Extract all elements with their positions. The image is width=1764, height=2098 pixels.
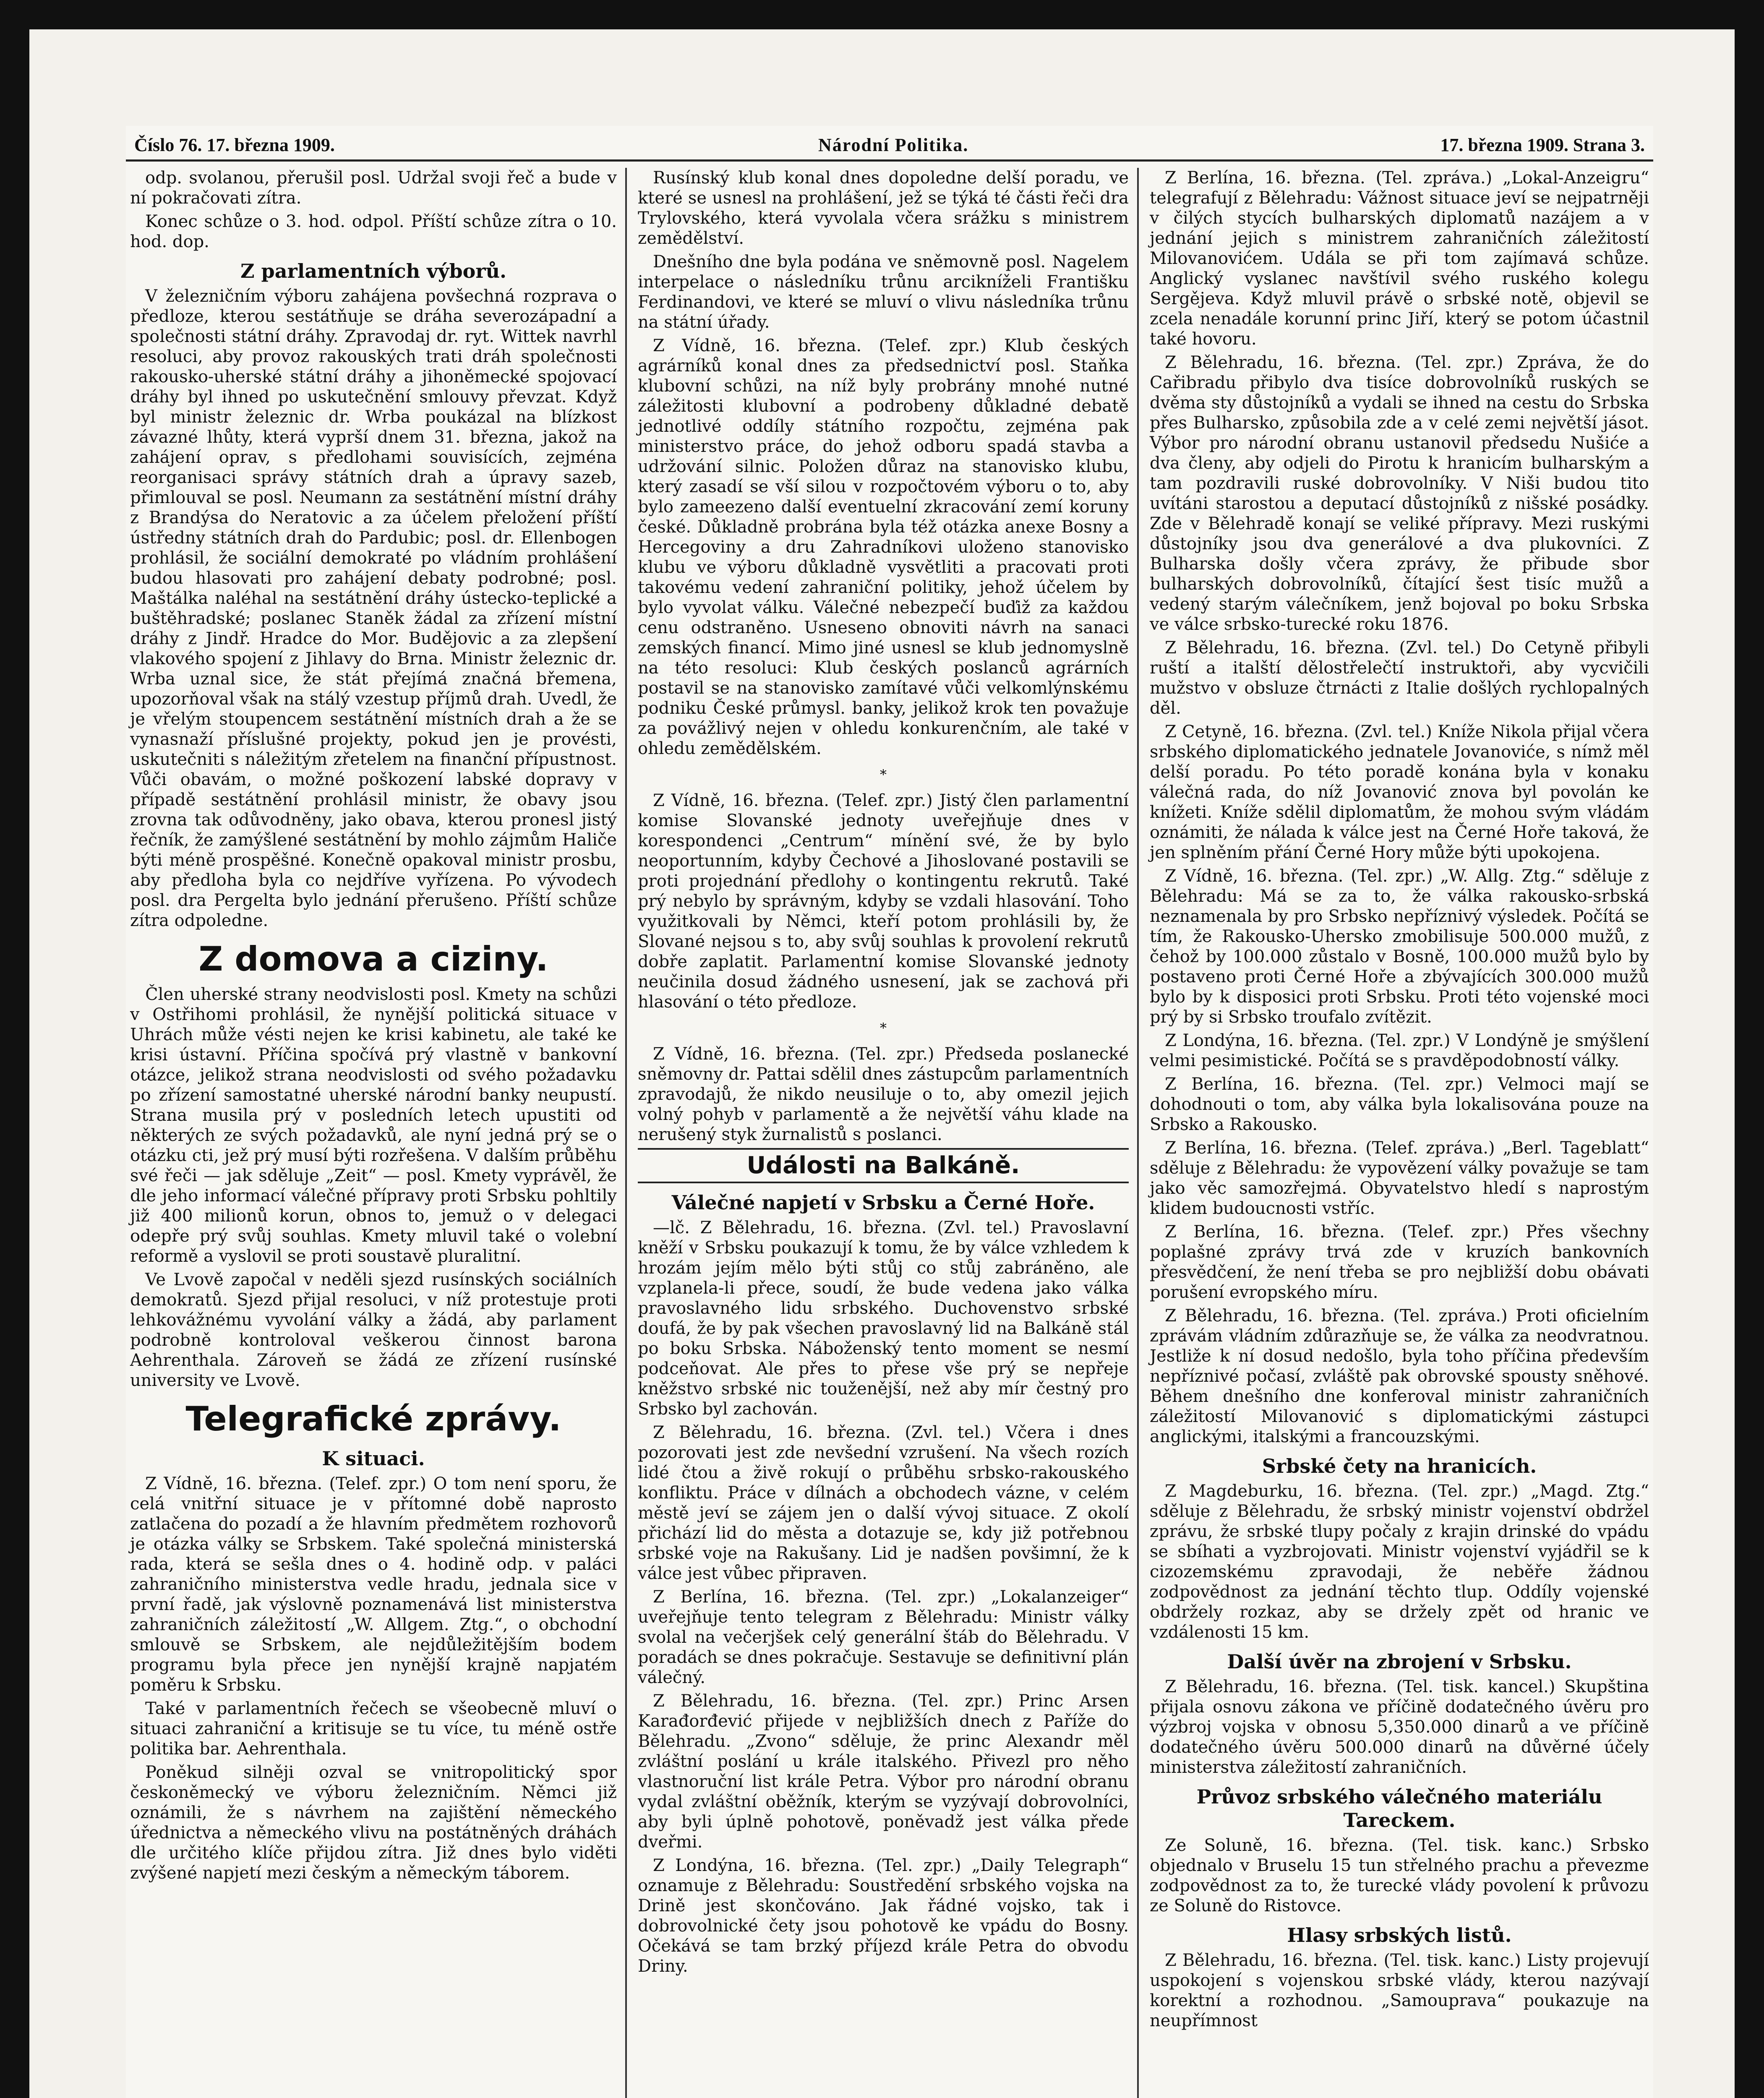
- article-paragraph: Z Vídně, 16. března. (Telef. zpr.) Jistý člen parlamentní komise Slovanské jednoty uveřejňuje dnes v korespondenci „Centrum“ mínění své, že by bylo neoportunním, kdyby Čechové a Jihoslované postavili se proti projednání předlohy o kontingentu rekrutů. Také prý nebylo by správným, kdyby se vzdali hlasování. Toho využitkovali by Němci, kteří potom prohlásili by, že Slované nejsou s to, aby svůj souhlas k provolení rekrutů dobře zaplatit. Parlamentní komise Slovanské jednoty neučinila dosud žádného usnesení, jak se zachová při hlasování o této předloze.: [638, 791, 1129, 1012]
- article-paragraph: Z Bělehradu, 16. března. (Tel. zpráva.) Proti oficielním zprávám vládním zdůrazňuje se, že válka za neodvratnou. Jestliže k ní dosud nedošlo, byla toho příčina především nepříznivé počasí, zvláště pak obrovské spousty sněhové. Během dnešního dne konferoval ministr zahraničních záležitostí Milovanović s diplomatickými zástupci anglickými, italskými a francouzskými.: [1150, 1306, 1649, 1446]
- section-heading: Srbské čety na hranicích.: [1262, 1455, 1537, 1477]
- article-paragraph: Z Berlína, 16. března. (Telef. zpráva.) „Berl. Tageblatt“ sděluje z Bělehradu: že vypovězení války považuje se tam jako věc samozřejmá. Obyvatelstvo hledí s naprostým klidem budoucnosti vstříc.: [1150, 1138, 1649, 1218]
- article-paragraph: Z Vídně, 16. března. (Tel. zpr.) Předseda poslanecké sněmovny dr. Pattai sdělil dnes zástupcům parlamentních zpravodajů, že nikdo neusiluje o to, aby omezil jejich volný pohyb v parlamentě a že největší váhu klade na nerušený styk žurnalistů s poslanci.: [638, 1044, 1129, 1144]
- separator-star: *: [880, 1020, 887, 1036]
- article-paragraph: Poněkud silněji ozval se vnitropolitický spor českoněmecký ve výboru železničním. Němci již oznámili, že s návrhem na zajištění německého úřednictva a německého vlivu na postátněných dráhách dle určitého klíče přijdou zítra. Již dnes bylo viděti zvýšené napjetí mezi českým a německým táborem.: [130, 1763, 617, 1883]
- column-3: [1150, 168, 1649, 2098]
- article-paragraph: Také v parlamentních řečech se všeobecně mluví o situaci zahraniční a kritisuje se tu více, tu méně ostře politika bar. Aehrenthala.: [130, 1699, 617, 1759]
- date-page: 17. března 1909. Strana 3.: [1440, 135, 1645, 155]
- subsection-heading: Válečné napjetí v Srbsku a Černé Hoře.: [671, 1191, 1095, 1214]
- scan-border-top: [0, 0, 1764, 29]
- article-paragraph: Z Bělehradu, 16. března. (Zvl. tel.) Do Cetyně přibyli ruští a italští dělostřelečtí instruktoři, aby vycvičili mužstvo v obsluze čtrnácti z Italie došlých rychlopalných děl.: [1150, 638, 1649, 718]
- scan-border-left: [0, 0, 29, 2098]
- subsection-heading: K situaci.: [322, 1447, 425, 1470]
- article-paragraph: Z Berlína, 16. března. (Tel. zpr.) Velmoci mají se dohodnouti o tom, aby válka byla lokalisována pouze na Srbsko a Rakousko.: [1150, 1075, 1649, 1134]
- article-paragraph: Z Bělehradu, 16. března. (Tel. tisk. kancel.) Skupština přijala osnovu zákona ve příčině dodatečného úvěru pro výzbroj vojska v obnosu 5,350.000 dinarů a ve příčině dodatečného úvěru 500.000 dinarů na důvěrné účely ministerstva záležitostí zahraničních.: [1150, 1677, 1649, 1777]
- article-paragraph: Z Berlína, 16. března. (Tel. zpr.) „Lokalanzeiger“ uveřejňuje tento telegram z Bělehradu: Ministr války svolal na večerjšek celý generální štáb do Bělehradu. V poradách se dnes pokračuje. Sestavuje se definitivní plán válečný.: [638, 1587, 1129, 1687]
- newspaper-page: [126, 126, 1653, 2098]
- article-paragraph: Z Bělehradu, 16. března. (Tel. zpr.) Princ Arsen Karađorđević přijede v nejbližších dnech z Paříže do Bělehradu. „Zvono“ sděluje, že princ Alexandr měl zvláštní poslání u krále italského. Přivezl pro něho vlastnoruční list krále Petra. Výbor pro národní obranu vydal zvláštní oběžník, kterým se vyzývají dobrovolníci, aby byli úplně pohotově, poněvadž jest válka přede dveřmi.: [638, 1691, 1129, 1852]
- article-paragraph: Konec schůze o 3. hod. odpol. Příští schůze zítra o 10. hod. dop.: [130, 212, 617, 251]
- header-rule: [126, 159, 1653, 162]
- article-paragraph: —lč. Z Bělehradu, 16. března. (Zvl. tel.) Pravoslavní kněží v Srbsku poukazují k tomu, že by válce vzhledem k hrozám jejím mělo býti stůj co stůj zabráněno, ale vzplanela-li přece, soudí, že bude vedena jako válka pravoslavného lidu srbského. Duchovenstvo srbské doufá, že by pak všechen pravoslavný lid na Balkáně stál po boku Srbska. Náboženský tento moment se nesmí podceňovat. Ale přes to přese vše prý se nepřeje kněžstvo srbské nic touženější, než aby mír čestný pro Srbsko byl zachován.: [638, 1218, 1129, 1419]
- article-paragraph: Ze Soluně, 16. března. (Tel. tisk. kanc.) Srbsko objednalo v Bruselu 15 tun střelného prachu a převezme zodpovědnost za to, že turecké vlády povolení k průvozu ze Soluně do Ristovce.: [1150, 1836, 1649, 1915]
- article-paragraph: Z Londýna, 16. března. (Tel. zpr.) „Daily Telegraph“ oznamuje z Bělehradu: Soustředění srbského vojska na Drině jest skončováno. Jak řádné vojsko, tak i dobrovolnické čety jsou pohotově ke vpádu do Bosny. Očekává se tam brzký příjezd krále Petra do obvodu Driny.: [638, 1856, 1129, 1976]
- article-paragraph: odp. svolanou, přerušil posl. Udržal svoji řeč a bude v ní pokračovati zítra.: [130, 168, 617, 208]
- masthead-title: Národní Politika.: [818, 135, 969, 155]
- article-paragraph: Z Bělehradu, 16. března. (Zvl. tel.) Včera i dnes pozorovati jest zde nevšední vzrušení. Na všech rozích lidé čtou a živě rokují o průběhu srbsko-rakouského konfliktu. Práce v dílnách a obchodech vázne, v celém městě jeví se zájem jen o další vývoj situace. Z okolí přichází lid do města a dotazuje se, kdy již potřebnou srbské voje na Rakušany. Lid je nadšen povšimní, že k válce jest vůbec připraven.: [638, 1423, 1129, 1583]
- column-rule-1: [625, 168, 627, 2098]
- section-heading: Události na Balkáně.: [638, 1148, 1129, 1183]
- article-paragraph: Z Londýna, 16. března. (Tel. zpr.) V Londýně je smýšlení velmi pesimistické. Počítá se s pravděpodobností války.: [1150, 1031, 1649, 1070]
- article-paragraph: Z Bělehradu, 16. března. (Tel. zpr.) Zpráva, že do Cařibradu přibylo dva tisíce dobrovolníků ruských se dvěma sty důstojníků a vydali se ihned na cestu do Srbska přes Bulharsko, způsobila zde a v celé zemi největší jásot. Výbor pro národní obranu ustanovil předsedu Nušiće a dva členy, aby odjeli do Pirotu k hranicím bulharským a tam pozdravili ruské dobrovolníky. V Niši budou tito uvítáni starostou a deputací důstojníků z nišské posádky. Zde v Bělehradě konají se veliké přípravy. Mezi ruskými důstojníky jsou dva generálové a dva plukovníci. Z Bulharska došly včera zprávy, že přibude sbor bulharských dobrovolníků, čítající šest tisíc mužů a vedený starým válečníkem, jenž bojoval po boku Srbska ve válce srbsko-turecké roku 1876.: [1150, 353, 1649, 634]
- article-paragraph: Rusínský klub konal dnes dopoledne delší poradu, ve které se usnesl na prohlášení, jež se týká té části řeči dra Trylovského, která vyvolala včera srážku s ministrem zemědělství.: [638, 168, 1129, 248]
- section-heading: Telegrafické zprávy.: [185, 1399, 561, 1438]
- separator-star: *: [880, 767, 887, 783]
- article-paragraph: Z Berlína, 16. března. (Telef. zpr.) Přes všechny poplašné zprávy trvá zde v kruzích bankovních přesvědčení, že není třeba se pro nejbližší dobu obávati porušení evropského míru.: [1150, 1222, 1649, 1302]
- section-heading: Hlasy srbských listů.: [1287, 1924, 1512, 1947]
- column-rule-2: [1137, 168, 1139, 2098]
- article-paragraph: Z Vídně, 16. března. (Telef. zpr.) Klub českých agrárníků konal dnes za předsednictví posl. Staňka klubovní schůzi, na níž byly probrány mnohé nutné záležitosti klubovní a podrobeny důkladné debatě jednotlivé oddíly státního rozpočtu, zejména pak ministerstvo práce, do jehož odboru spadá stavba a udržování silnic. Položen důraz na stanovisko klubu, který zasadí se vší silou v rozpočtovém výboru o to, aby bylo zameezeno další eventuelní zkracování zemí koruny české. Důkladně probrána byla též otázka anexe Bosny a Hercegoviny a dru Zahradníkovi uloženo stanovisko klubu ve výboru důkladně vysvětliti a pracovati proti takovému vedení zahraniční politiky, jehož účelem by bylo vyvolat válku. Válečné nebezpečí buďiž za každou cenu odstraněno. Usneseno obnoviti návrh na sanaci zemských financí. Mimo jiné usnesl se klub jednomyslně na této resoluci: Klub českých poslanců agrárních postavil se na stanovisko zamítavé vůči velkomlýnskému podniku České průmysl. banky, jelikož krok ten považuje za povážlivý nejen v ohledu konkurenčním, ale také v ohledu zemědělském.: [638, 336, 1129, 758]
- column-1: [130, 168, 617, 2098]
- article-paragraph: V železničním výboru zahájena povšechná rozprava o předloze, kterou sestátňuje se dráha severozápadní a společnosti státní dráhy. Zpravodaj dr. ryt. Wittek navrhl resoluci, aby provoz rakouských trati dráh společnosti rakousko-uherské státní dráhy a jihoněmecké spojovací dráhy byl ihned po uskutečnění smlouvy převzat. Když byl ministr železnic dr. Wrba poukázal na blízkost závazné lhůty, která vyprší dnem 31. března, jakož na zahájení oprav, s předlohami souvisících, zejména reorganisaci správy státních drah a úpravy sazeb, přimlouval se posl. Neumann za sestátnění místní dráhy z Brandýsa do Neratovic a za účelem přeložení příští ústředny státních drah do Pardubic; posl. dr. Ellenbogen prohlásil, že sociální demokraté po vládním prohlášení budou hlasovati pro zahájení debaty podrobné; posl. Maštálka naléhal na sestátnění dráhy ústecko-teplické a buštěhradské; poslanec Staněk žádal za zřízení místní dráhy z Jindř. Hradce do Mor. Budějovic a za zlepšení vlakového spojení z Jihlavy do Brna. Ministr železnic dr. Wrba uznal sice, že stát přejímá značná břemena, upozorňoval však na stálý vzestup příjmů drah. Uvedl, že je vřelým stoupencem sestátnění místních drah a že se vynasnaží příslušné projekty, pokud jen je provésti, uskutečniti s náležitým zřetelem na finanční přípustnost. Vůči obavám, o možné poškození labské dopravy v případě sestátnění prohlásil ministr, že obavy jsou zrovna tak odůvodněny, jako obava, kterou pronesl jistý řečník, že zamýšlené sestátnění by mohlo zájmům Haliče býti méně prospěšné. Konečně opakoval ministr prosbu, aby předloha byla co nejdříve vyřízena. Po vývodech posl. dra Pergelta bylo jednání přerušeno. Příští schůze zítra odpoledne.: [130, 287, 617, 930]
- article-paragraph: Ve Lvově započal v neděli sjezd rusínských sociálních demokratů. Sjezd přijal resoluci, v níž protestuje proti lehkovážnému vyvolání války a žádá, aby parlament podrobně kontroloval veškerou činnost barona Aehrenthala. Zároveň se žádá ze zřízení rusínské university ve Lvově.: [130, 1270, 617, 1390]
- article-paragraph: Člen uherské strany neodvislosti posl. Kmety na schůzi v Ostřihomi prohlásil, že nynější politická situace v Uhrách může vésti nejen ke krisi kabinetu, ale také ke krisi ústavní. Příčina spočívá prý vlastně v bankovní otázce, jelikož strana neodvislosti od svého požadavku po zřízení samostatné uherské národní banky neupustí. Strana musila prý v posledních letech upustiti od některých ze svých požadavků, ale nyní jedná prý se o otázku cti, jež prý musí býti rozřešena. V dalším průběhu své řeči — jak sděluje „Zeit“ — posl. Kmety vyprávěl, že dle jeho informací válečné přípravy proti Srbsku pohltily již 400 milionů korun, obnos to, jemuž o v delegaci odepře prý svůj souhlas. Kmety mluvil také o volební reformě a vyslovil se proti soustavě pluralitní.: [130, 985, 617, 1266]
- scan-border-right: [1735, 0, 1764, 2098]
- section-heading: Další úvěr na zbrojení v Srbsku.: [1227, 1650, 1572, 1673]
- page-header: [126, 130, 1653, 159]
- article-paragraph: Z Bělehradu, 16. března. (Tel. tisk. kanc.) Listy projevují uspokojení s vojenskou srbské vlády, kterou nazývají korektní a rozhodnou. „Samouprava“ poukazuje na neupřímnost: [1150, 1951, 1649, 2030]
- article-paragraph: Z Vídně, 16. března. (Telef. zpr.) O tom není sporu, že celá vnitřní situace je v přítomné době naprosto zatlačena do pozadí a že hlavním předmětem rozhovorů je otázka války se Srbskem. Také společná ministerská rada, která se sešla dnes o 4. hodině odp. v paláci zahraničního ministerstva vedle hradu, jednala sice v první řadě, jak výslovně poznamenává list ministerstva zahraničních záležitostí „W. Allgem. Ztg.“, o obchodní smlouvě se Srbskem, ale nejdůležitějším bodem programu byla přece jen nynější krajně napjatém poměru k Srbsku.: [130, 1474, 617, 1695]
- article-paragraph: Z Cetyně, 16. března. (Zvl. tel.) Kníže Nikola přijal včera srbského diplomatického jednatele Jovanoviće, s nímž měl delší poradu. Po této poradě konána byla v konaku válečná rada, do níž Jovanović znova byl povolán ke knížeti. Kníže sdělil diplomatům, že mohou svým vládám oznámiti, že nálada k válce jest na Černé Hoře taková, že jen splněním přání Černé Hory může býti upokojena.: [1150, 722, 1649, 862]
- issue-info: Číslo 76. 17. března 1909.: [134, 135, 335, 155]
- column-2: [638, 168, 1129, 2098]
- article-paragraph: Z Berlína, 16. března. (Tel. zpráva.) „Lokal-Anzeigru“ telegrafují z Bělehradu: Vážnost situace jeví se nejpatrněji v čilých stycích bulharských diplomatů nazájem a v jednání jejich s ministrem zahraničních záležitostí Milovanovićem. Udála se při tom zajímavá schůze. Anglický vyslanec navštívil svého ruského kolegu Sergějeva. Když mluvil právě o srbské notě, objevil se zcela nenadále korunní princ Jiří, který se potom účastnil také hovoru.: [1150, 168, 1649, 349]
- section-heading: Z domova a ciziny.: [198, 939, 548, 979]
- section-heading: Z parlamentních výborů.: [240, 260, 507, 282]
- section-heading: Průvoz srbského válečného materiálu Tareckem.: [1196, 1785, 1602, 1832]
- article-paragraph: Z Vídně, 16. března. (Tel. zpr.) „W. Allg. Ztg.“ sděluje z Bělehradu: Má se za to, že válka rakousko-srbská neznamenala by pro Srbsko nepříznivý výsledek. Počítá se tím, že Rakousko-Uhersko zmobilisuje 500.000 mužů, z čehož by 100.000 zůstalo v Bosně, 100.000 mužů bylo by postaveno proti Černé Hoře a zbývajících 300.000 mužů bylo by k disposici proti Srbsku. Proti této vojenské moci prý by si Srbsko troufalo zvítězit.: [1150, 866, 1649, 1027]
- article-paragraph: Dnešního dne byla podána ve sněmovně posl. Nagelem interpelace o následníku trůnu arcikníželi Františku Ferdinandovi, ve které se mluví o vlivu následníka trůnu na státní úřady.: [638, 252, 1129, 332]
- article-paragraph: Z Magdeburku, 16. března. (Tel. zpr.) „Magd. Ztg.“ sděluje z Bělehradu, že srbský ministr vojenství obdržel zprávu, že srbské tlupy počaly z krajin drinské do vpádu se sbíhati a vyzbrojovati. Ministr vojenství vyjádřil se k cizozemskému zpravodaji, že neběře žádnou zodpovědnost za jednání těchto tlup. Oddíly vojenské obdržely rozkaz, aby se držely zpět od hranic ve vzdálenosti 15 km.: [1150, 1482, 1649, 1642]
